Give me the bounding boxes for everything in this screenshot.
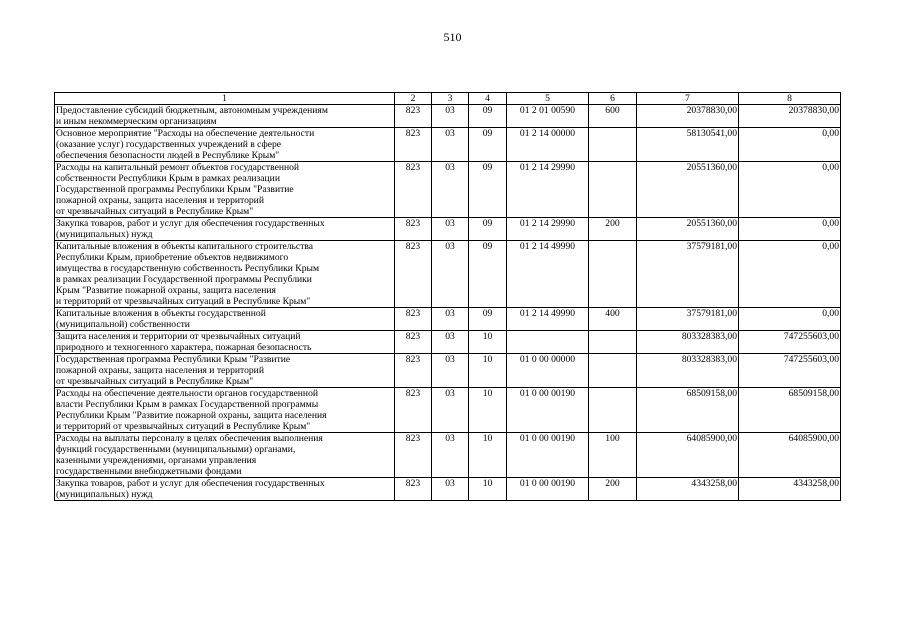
- table-row: [55, 331, 841, 354]
- expense-type-code: 200: [589, 218, 637, 241]
- header-row: [55, 93, 841, 105]
- subsection-code: 09: [469, 241, 507, 308]
- ministry-code: 823: [395, 478, 432, 501]
- target-article-code: 01 2 14 29990: [507, 218, 589, 241]
- subsection-code: 09: [469, 105, 507, 128]
- target-article-code: 01 2 14 29990: [507, 162, 589, 218]
- row-description: Капитальные вложения в объекты капитального строительства Республики Крым, приобретение объектов недвижимого имущества в государственную собственность Республики Крым в рамках реализации Государственной программы Республики Крым "Развитие пожарной охраны, защита населения и территорий от чрезвычайных ситуаций в Республике Крым": [55, 241, 395, 308]
- table-row: [55, 308, 841, 331]
- header-cell-2: 2: [395, 93, 432, 105]
- amount-col-8: 0,00: [739, 162, 841, 218]
- subsection-code: 09: [469, 218, 507, 241]
- amount-col-8: 0,00: [739, 308, 841, 331]
- subsection-code: 10: [469, 331, 507, 354]
- amount-col-8: 4343258,00: [739, 478, 841, 501]
- row-description: Защита населения и территории от чрезвычайных ситуаций природного и техногенного характера, пожарная безопасность: [55, 331, 395, 354]
- target-article-code: 01 0 00 00190: [507, 388, 589, 433]
- table-row: [55, 241, 841, 308]
- row-description: Расходы на обеспечение деятельности органов государственной власти Республики Крым в рамках Государственной программы Республики Крым "Развитие пожарной охраны, защита населения и территорий от чрезвычайных ситуаций в Республике Крым": [55, 388, 395, 433]
- ministry-code: 823: [395, 388, 432, 433]
- budget-table: [54, 92, 841, 501]
- section-code: 03: [432, 162, 469, 218]
- amount-col-7: 4343258,00: [637, 478, 739, 501]
- row-description: Расходы на капитальный ремонт объектов государственной собственности Республики Крым в рамках реализации Государственной программы Республики Крым "Развитие пожарной охраны, защита населения и территорий от чрезвычайных ситуаций в Республике Крым": [55, 162, 395, 218]
- subsection-code: 09: [469, 308, 507, 331]
- amount-col-7: 20551360,00: [637, 162, 739, 218]
- section-code: 03: [432, 354, 469, 388]
- ministry-code: 823: [395, 105, 432, 128]
- expense-type-code: [589, 128, 637, 162]
- subsection-code: 10: [469, 388, 507, 433]
- amount-col-7: 37579181,00: [637, 308, 739, 331]
- amount-col-8: 0,00: [739, 218, 841, 241]
- row-description: Расходы на выплаты персоналу в целях обеспечения выполнения функций государственными (муниципальными) органами, казенными учреждениями, органами управления государственными внебюджетными фондами: [55, 433, 395, 478]
- section-code: 03: [432, 105, 469, 128]
- amount-col-8: 64085900,00: [739, 433, 841, 478]
- section-code: 03: [432, 128, 469, 162]
- target-article-code: [507, 331, 589, 354]
- section-code: 03: [432, 331, 469, 354]
- amount-col-8: 0,00: [739, 241, 841, 308]
- section-code: 03: [432, 388, 469, 433]
- target-article-code: 01 0 00 00190: [507, 433, 589, 478]
- row-description: Закупка товаров, работ и услуг для обеспечения государственных (муниципальных) нужд: [55, 478, 395, 501]
- expense-type-code: 600: [589, 105, 637, 128]
- ministry-code: 823: [395, 433, 432, 478]
- target-article-code: 01 2 01 00590: [507, 105, 589, 128]
- page-number: 510: [443, 30, 462, 44]
- table-row: [55, 162, 841, 218]
- header-cell-8: 8: [739, 93, 841, 105]
- target-article-code: 01 2 14 49990: [507, 308, 589, 331]
- ministry-code: 823: [395, 162, 432, 218]
- subsection-code: 10: [469, 354, 507, 388]
- amount-col-8: 0,00: [739, 128, 841, 162]
- expense-type-code: [589, 388, 637, 433]
- table-row: [55, 105, 841, 128]
- target-article-code: 01 0 00 00000: [507, 354, 589, 388]
- amount-col-7: 64085900,00: [637, 433, 739, 478]
- target-article-code: 01 0 00 00190: [507, 478, 589, 501]
- subsection-code: 09: [469, 162, 507, 218]
- section-code: 03: [432, 478, 469, 501]
- table-row: [55, 478, 841, 501]
- amount-col-7: 37579181,00: [637, 241, 739, 308]
- expense-type-code: 100: [589, 433, 637, 478]
- amount-col-8: 68509158,00: [739, 388, 841, 433]
- header-cell-7: 7: [637, 93, 739, 105]
- header-cell-6: 6: [589, 93, 637, 105]
- amount-col-8: 747255603,00: [739, 331, 841, 354]
- amount-col-7: 68509158,00: [637, 388, 739, 433]
- section-code: 03: [432, 218, 469, 241]
- ministry-code: 823: [395, 331, 432, 354]
- ministry-code: 823: [395, 354, 432, 388]
- amount-col-8: 747255603,00: [739, 354, 841, 388]
- amount-col-7: 803328383,00: [637, 354, 739, 388]
- row-description: Капитальные вложения в объекты государственной (муниципальной) собственности: [55, 308, 395, 331]
- table-row: [55, 218, 841, 241]
- target-article-code: 01 2 14 00000: [507, 128, 589, 162]
- row-description: Государственная программа Республики Крым "Развитие пожарной охраны, защита населения и территорий от чрезвычайных ситуаций в Республике Крым": [55, 354, 395, 388]
- expense-type-code: 400: [589, 308, 637, 331]
- row-description: Предоставление субсидий бюджетным, автономным учреждениям и иным некоммерческим организациям: [55, 105, 395, 128]
- ministry-code: 823: [395, 241, 432, 308]
- ministry-code: 823: [395, 128, 432, 162]
- ministry-code: 823: [395, 308, 432, 331]
- table-row: [55, 388, 841, 433]
- table-row: [55, 433, 841, 478]
- header-cell-3: 3: [432, 93, 469, 105]
- expense-type-code: [589, 241, 637, 308]
- header-cell-1: 1: [55, 93, 395, 105]
- expense-type-code: [589, 331, 637, 354]
- ministry-code: 823: [395, 218, 432, 241]
- target-article-code: 01 2 14 49990: [507, 241, 589, 308]
- table-row: [55, 128, 841, 162]
- subsection-code: 10: [469, 478, 507, 501]
- section-code: 03: [432, 241, 469, 308]
- section-code: 03: [432, 433, 469, 478]
- expense-type-code: [589, 162, 637, 218]
- expense-type-code: 200: [589, 478, 637, 501]
- header-cell-5: 5: [507, 93, 589, 105]
- subsection-code: 09: [469, 128, 507, 162]
- header-cell-4: 4: [469, 93, 507, 105]
- expense-type-code: [589, 354, 637, 388]
- row-description: Основное мероприятие "Расходы на обеспечение деятельности (оказание услуг) государственных учреждений в сфере обеспечения безопасности людей в Республике Крым": [55, 128, 395, 162]
- amount-col-7: 20551360,00: [637, 218, 739, 241]
- subsection-code: 10: [469, 433, 507, 478]
- table-row: [55, 354, 841, 388]
- amount-col-8: 20378830,00: [739, 105, 841, 128]
- amount-col-7: 58130541,00: [637, 128, 739, 162]
- amount-col-7: 20378830,00: [637, 105, 739, 128]
- section-code: 03: [432, 308, 469, 331]
- amount-col-7: 803328383,00: [637, 331, 739, 354]
- row-description: Закупка товаров, работ и услуг для обеспечения государственных (муниципальных) нужд: [55, 218, 395, 241]
